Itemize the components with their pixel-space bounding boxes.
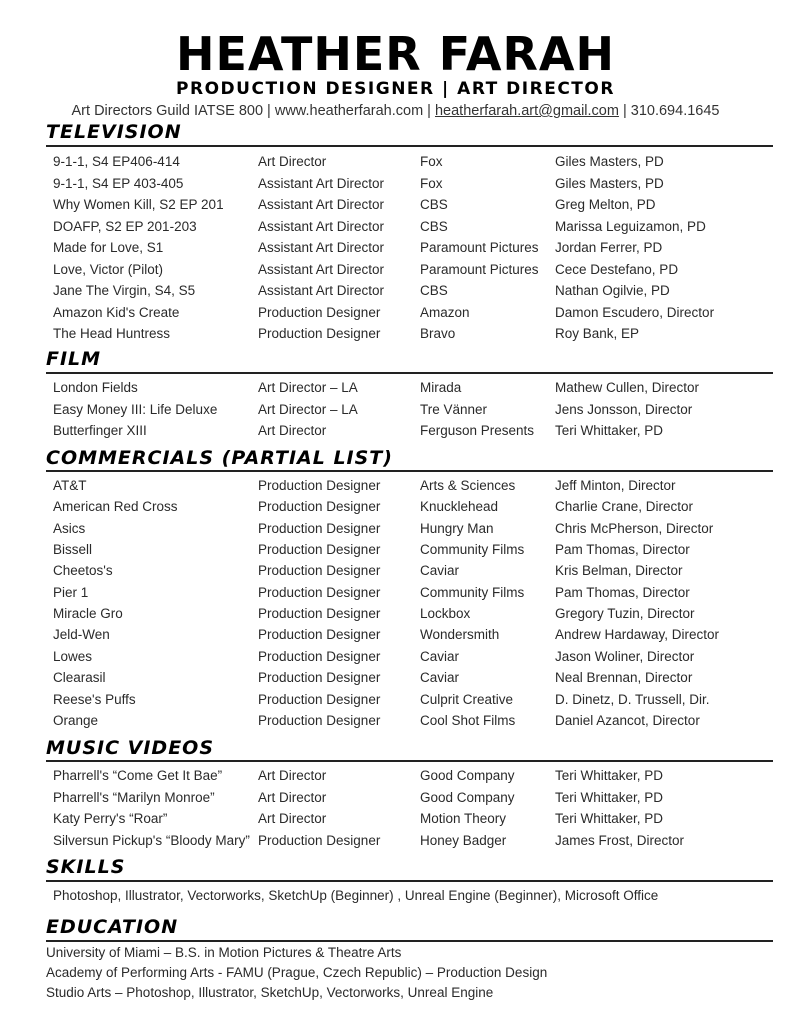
credit-company: Culprit Creative <box>420 691 514 707</box>
credit-role: Production Designer <box>258 499 381 515</box>
credit-row <box>0 281 791 301</box>
education-rule <box>46 940 773 942</box>
credit-contact: Giles Masters, PD <box>555 175 664 191</box>
credit-role: Production Designer <box>258 691 381 707</box>
credit-row <box>0 561 791 581</box>
music-videos-heading: MUSIC VIDEOS <box>46 737 215 759</box>
credit-role: Production Designer <box>258 606 381 622</box>
film-heading: FILM <box>46 348 102 370</box>
credit-company: Mirada <box>420 380 462 395</box>
credit-role: Production Designer <box>258 832 381 848</box>
credit-title: Easy Money III: Life Deluxe <box>53 401 218 417</box>
television-rule <box>46 145 773 147</box>
credit-row <box>0 583 791 603</box>
credit-contact: Jordan Ferrer, PD <box>555 240 663 255</box>
credit-role: Assistant Art Director <box>258 283 385 298</box>
credit-company: Community Films <box>420 542 525 558</box>
credit-company: Cool Shot Films <box>420 712 516 728</box>
credit-title: 9-1-1, S4 EP406-414 <box>53 154 180 169</box>
credit-contact: Gregory Tuzin, Director <box>555 606 695 622</box>
credit-role: Art Director <box>258 423 327 438</box>
credit-company: Lockbox <box>420 606 471 622</box>
credit-role: Production Designer <box>258 670 381 686</box>
credit-contact: Cece Destefano, PD <box>555 261 679 277</box>
credit-title: Amazon Kid's Create <box>53 304 180 320</box>
credit-contact: Jens Jonsson, Director <box>555 401 693 417</box>
credit-title: Love, Victor (Pilot) <box>53 261 164 277</box>
credit-contact: Nathan Ogilvie, PD <box>555 283 670 298</box>
credit-role: Production Designer <box>258 326 381 341</box>
credit-company: Good Company <box>420 768 515 783</box>
commercials-rule <box>46 470 773 472</box>
credit-role: Assistant Art Director <box>258 175 385 191</box>
credit-title: AT&T <box>53 478 87 493</box>
credit-contact: Damon Escudero, Director <box>555 304 715 320</box>
credit-row <box>0 378 791 398</box>
credit-row <box>0 238 791 258</box>
credit-company: Tre Vänner <box>420 401 488 417</box>
credit-contact: James Frost, Director <box>555 832 685 848</box>
credit-row <box>0 152 791 172</box>
contact-info: Art Directors Guild IATSE 800 | www.heatherfarah.com | <box>71 103 435 119</box>
credit-contact: Daniel Azancot, Director <box>555 712 700 728</box>
credit-title: Jane The Virgin, S4, S5 <box>53 283 196 298</box>
credit-row <box>0 195 791 215</box>
credit-role: Production Designer <box>258 304 381 320</box>
credit-title: 9-1-1, S4 EP 403-405 <box>53 175 184 191</box>
credit-row <box>0 625 791 645</box>
credit-company: Caviar <box>420 563 460 579</box>
credit-contact: Charlie Crane, Director <box>555 499 694 515</box>
credit-company: Fox <box>420 175 443 191</box>
credit-contact: Teri Whittaker, PD <box>555 768 664 783</box>
credit-row <box>0 260 791 280</box>
credit-row <box>0 540 791 560</box>
credit-contact: Teri Whittaker, PD <box>555 789 664 805</box>
skills-heading: SKILLS <box>46 856 126 878</box>
credit-row <box>0 174 791 194</box>
credit-role: Production Designer <box>258 520 381 536</box>
credit-title: Reese's Puffs <box>53 691 136 707</box>
credit-title: Bissell <box>53 542 93 558</box>
credit-role: Assistant Art Director <box>258 197 385 212</box>
credit-company: Knucklehead <box>420 499 499 515</box>
credit-role: Art Director – LA <box>258 401 358 417</box>
credit-title: Jeld-Wen <box>53 627 110 643</box>
credit-row <box>0 303 791 323</box>
music-videos-rule <box>46 760 773 762</box>
credit-row <box>0 647 791 667</box>
credit-company: Fox <box>420 154 443 169</box>
credit-role: Art Director <box>258 789 327 805</box>
credit-contact: Neal Brennan, Director <box>555 670 693 686</box>
credit-row <box>0 217 791 237</box>
credit-title: Silversun Pickup's “Bloody Mary” <box>53 832 250 848</box>
credit-contact: Teri Whittaker, PD <box>555 811 664 826</box>
credit-company: CBS <box>420 283 448 298</box>
credit-role: Assistant Art Director <box>258 261 385 277</box>
credit-company: Motion Theory <box>420 811 507 826</box>
credit-row <box>0 831 791 851</box>
credit-contact: Greg Melton, PD <box>555 197 656 212</box>
credit-contact: Jeff Minton, Director <box>555 478 676 493</box>
credit-title: American Red Cross <box>53 499 178 515</box>
credit-contact: Pam Thomas, Director <box>555 542 690 558</box>
credit-company: Bravo <box>420 326 456 341</box>
credit-title: Pier 1 <box>53 584 89 600</box>
credit-role: Art Director <box>258 154 327 169</box>
credit-role: Production Designer <box>258 563 381 579</box>
credit-role: Production Designer <box>258 648 381 664</box>
education-line: University of Miami – B.S. in Motion Pictures & Theatre Arts <box>46 945 402 960</box>
credit-company: Paramount Pictures <box>420 240 539 255</box>
credit-company: Arts & Sciences <box>420 478 516 493</box>
credit-title: Pharrell's “Come Get It Bae” <box>53 768 223 783</box>
credit-company: CBS <box>420 218 448 234</box>
credit-contact: Kris Belman, Director <box>555 563 683 579</box>
credit-role: Art Director – LA <box>258 380 358 395</box>
credit-title: The Head Huntress <box>53 326 171 341</box>
credit-title: Clearasil <box>53 670 106 686</box>
credit-row <box>0 604 791 624</box>
credit-row <box>0 809 791 829</box>
credit-row <box>0 766 791 786</box>
credit-row <box>0 519 791 539</box>
education-line: Academy of Performing Arts - FAMU (Prague, Czech Republic) – Production Design <box>46 965 548 980</box>
education-heading: EDUCATION <box>46 916 179 938</box>
credit-company: Caviar <box>420 670 460 686</box>
credit-title: Pharrell's “Marilyn Monroe” <box>53 789 215 805</box>
credit-role: Assistant Art Director <box>258 240 385 255</box>
credit-company: Community Films <box>420 584 525 600</box>
credit-title: Butterfinger XIII <box>53 423 147 438</box>
credit-title: Katy Perry's “Roar” <box>53 811 168 826</box>
credit-title: Why Women Kill, S2 EP 201 <box>53 197 224 212</box>
credit-row <box>0 788 791 808</box>
credit-company: CBS <box>420 197 448 212</box>
credit-title: Lowes <box>53 648 93 664</box>
credit-company: Paramount Pictures <box>420 261 539 277</box>
education-line: Studio Arts – Photoshop, Illustrator, SketchUp, Vectorworks, Unreal Engine <box>46 985 494 1000</box>
credit-row <box>0 711 791 731</box>
credit-role: Production Designer <box>258 478 381 493</box>
credit-role: Art Director <box>258 768 327 783</box>
credit-title: Asics <box>53 520 86 536</box>
credit-contact: Teri Whittaker, PD <box>555 423 664 438</box>
credit-contact: Andrew Hardaway, Director <box>555 627 720 643</box>
credit-contact: Giles Masters, PD <box>555 154 664 169</box>
credit-row <box>0 324 791 344</box>
credit-company: Caviar <box>420 648 460 664</box>
credit-company: Hungry Man <box>420 520 494 536</box>
credit-role: Production Designer <box>258 627 381 643</box>
credit-row <box>0 421 791 441</box>
skills-rule <box>46 880 773 882</box>
resume-subtitle: PRODUCTION DESIGNER | ART DIRECTOR <box>176 79 615 99</box>
credit-title: Miracle Gro <box>53 606 123 622</box>
credit-contact: D. Dinetz, D. Trussell, Dir. <box>555 691 710 707</box>
resume-name: HEATHER FARAH <box>176 27 615 81</box>
contact-line <box>0 102 791 120</box>
credit-title: Made for Love, S1 <box>53 240 164 255</box>
credit-company: Honey Badger <box>420 832 507 848</box>
credit-contact: Mathew Cullen, Director <box>555 380 700 395</box>
credit-company: Wondersmith <box>420 627 500 643</box>
email-link[interactable]: heatherfarah.art@gmail.com <box>434 103 619 119</box>
credit-row <box>0 400 791 420</box>
television-heading: TELEVISION <box>46 121 182 143</box>
skills-text: Photoshop, Illustrator, Vectorworks, SketchUp (Beginner) , Unreal Engine (Beginner), Microsoft Office <box>53 888 659 903</box>
credit-contact: Roy Bank, EP <box>555 326 640 341</box>
credit-contact: Chris McPherson, Director <box>555 520 714 536</box>
credit-row <box>0 476 791 496</box>
credit-row <box>0 668 791 688</box>
credit-company: Good Company <box>420 789 515 805</box>
credit-role: Production Designer <box>258 584 381 600</box>
credit-role: Art Director <box>258 811 327 826</box>
phone-number: | 310.694.1645 <box>618 103 720 119</box>
credit-role: Assistant Art Director <box>258 218 385 234</box>
credit-role: Production Designer <box>258 542 381 558</box>
film-rule <box>46 372 773 374</box>
credit-title: Orange <box>53 712 99 728</box>
credit-contact: Marissa Leguizamon, PD <box>555 218 706 234</box>
credit-role: Production Designer <box>258 712 381 728</box>
credit-title: London Fields <box>53 380 138 395</box>
credit-title: DOAFP, S2 EP 201-203 <box>53 218 197 234</box>
credit-title: Cheetos's <box>53 563 113 579</box>
credit-contact: Jason Woliner, Director <box>555 648 695 664</box>
credit-company: Amazon <box>420 304 470 320</box>
credit-company: Ferguson Presents <box>420 423 535 438</box>
commercials-heading: COMMERCIALS (PARTIAL LIST) <box>46 447 393 469</box>
credit-contact: Pam Thomas, Director <box>555 584 690 600</box>
credit-row <box>0 690 791 710</box>
credit-row <box>0 497 791 517</box>
